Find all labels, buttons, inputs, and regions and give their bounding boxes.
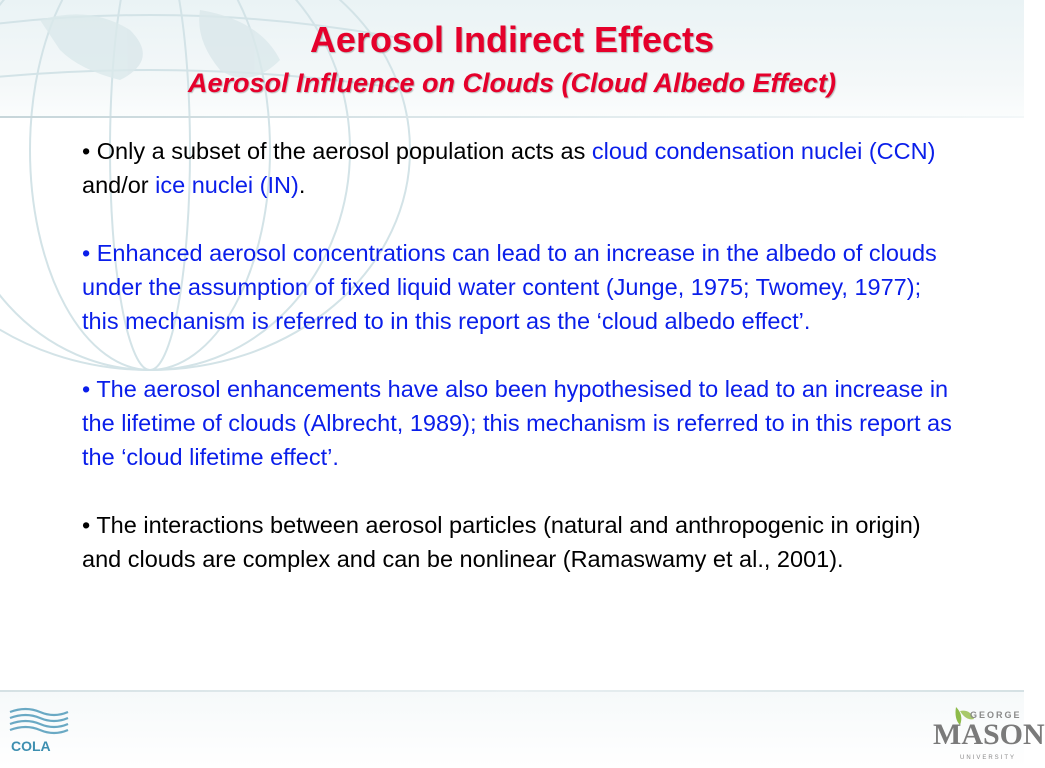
bullet-text-highlight: • Enhanced aerosol concentrations can lead to an increase in the albedo of clouds under the assumption of fixed liquid water content (Junge, 1975; Twomey, 1977); this mechanism is referred to in this report as the ‘cloud albedo effect’. bbox=[82, 240, 937, 334]
bullet-item bbox=[82, 508, 962, 576]
mason-logo-university: UNIVERSITY bbox=[960, 755, 1017, 761]
bullet-item bbox=[82, 134, 962, 202]
bullet-item bbox=[82, 372, 962, 474]
bullet-text: and/or bbox=[82, 172, 156, 198]
bullet-item bbox=[82, 236, 962, 338]
bullet-text: . bbox=[298, 172, 306, 198]
slide-subtitle: Aerosol Influence on Clouds (Cloud Albedo Effect) bbox=[187, 68, 836, 98]
mason-logo-george: GEORGE bbox=[970, 710, 1022, 720]
mason-logo-name: MASON bbox=[933, 718, 1045, 751]
header-divider bbox=[0, 116, 1024, 118]
bullet-text-highlight: cloud condensation nuclei (CCN) bbox=[591, 138, 936, 164]
bullet-text-highlight: ice nuclei (IN) bbox=[155, 172, 299, 198]
slide-title: Aerosol Indirect Effects bbox=[309, 19, 715, 60]
bullet-text: • Only a subset of the aerosol population acts as bbox=[82, 138, 592, 164]
bullet-text-highlight: • The aerosol enhancements have also been hypothesised to lead to an increase in the lifetime of clouds (Albrecht, 1989); this mechanism is referred to in this report as the ‘cloud lifetime effect’. bbox=[82, 376, 952, 470]
footer-band bbox=[0, 692, 1024, 768]
bullet-list bbox=[82, 134, 962, 610]
cola-logo-text: COLA bbox=[11, 738, 51, 754]
bullet-text: • The interactions between aerosol particles (natural and anthropogenic in origin) and clouds are complex and can be nonlinear (Ramaswamy et al., 2001). bbox=[82, 512, 921, 572]
